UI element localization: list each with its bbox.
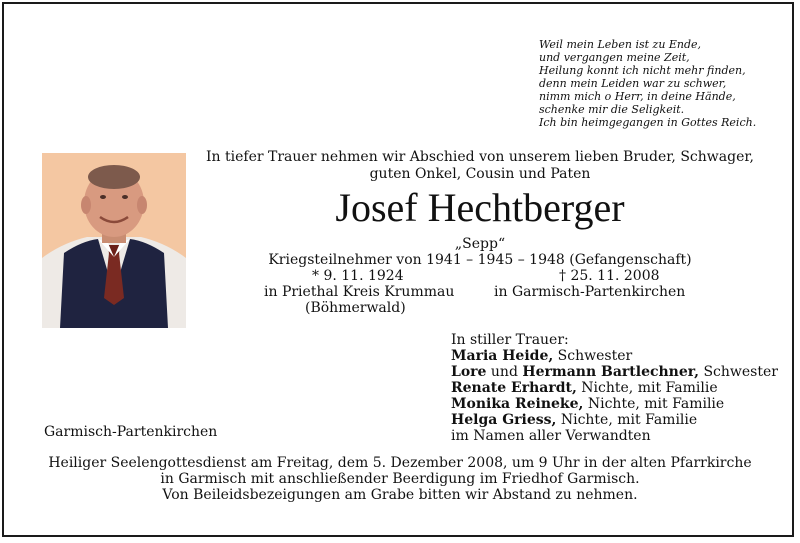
mourners-heading: In stiller Trauer: (451, 332, 569, 348)
birth-date: * 9. 11. 1924 (312, 268, 404, 284)
mourners-closing: im Namen aller Verwandten (451, 428, 651, 444)
poem-line: Weil mein Leben ist zu Ende, (539, 38, 702, 51)
mourners-list (451, 332, 778, 444)
deceased-name: Josef Hechtberger (335, 185, 625, 230)
poem-line: denn mein Leiden war zu schwer, (539, 77, 727, 90)
nickname: „Sepp“ (454, 236, 506, 252)
intro-line: guten Onkel, Cousin und Paten (369, 166, 591, 182)
birth-region: (Böhmerwald) (305, 300, 406, 316)
mourner-entry: Monika Reineke, Nichte, mit Familie (451, 396, 725, 412)
birth-place: in Priethal Kreis Krummau (264, 284, 455, 300)
war-service: Kriegsteilnehmer von 1941 – 1945 – 1948 (Gefangenschaft) (268, 252, 692, 268)
footer-line: in Garmisch mit anschließender Beerdigung im Friedhof Garmisch. (160, 471, 640, 487)
mourner-entry: Maria Heide, Schwester (451, 348, 633, 364)
footer-line: Heiliger Seelengottesdienst am Freitag, dem 5. Dezember 2008, um 9 Uhr in der alten Pfarrkirche (48, 455, 752, 471)
poem-line: Heilung konnt ich nicht mehr finden, (539, 64, 746, 77)
mourner-entry: Helga Griess, Nichte, mit Familie (451, 412, 698, 428)
intro-line: In tiefer Trauer nehmen wir Abschied von unserem lieben Bruder, Schwager, (206, 149, 754, 165)
portrait-photo (42, 153, 186, 328)
location: Garmisch-Partenkirchen (44, 424, 218, 440)
poem-line: Ich bin heimgegangen in Gottes Reich. (539, 116, 757, 129)
footer-line: Von Beileidsbezeigungen am Grabe bitten wir Abstand zu nehmen. (162, 487, 638, 503)
service-info (20, 455, 780, 503)
poem-line: und vergangen meine Zeit, (539, 51, 690, 64)
poem-line: nimm mich o Herr, in deine Hände, (539, 90, 736, 103)
poem-line: schenke mir die Seligkeit. (539, 103, 685, 116)
poem (539, 38, 756, 129)
death-date: † 25. 11. 2008 (559, 268, 660, 284)
mourner-entry: Lore und Hermann Bartlechner, Schwester (451, 364, 778, 380)
intro-text (200, 149, 760, 183)
mourner-entry: Renate Erhardt, Nichte, mit Familie (451, 380, 718, 396)
death-place: in Garmisch-Partenkirchen (494, 284, 686, 300)
